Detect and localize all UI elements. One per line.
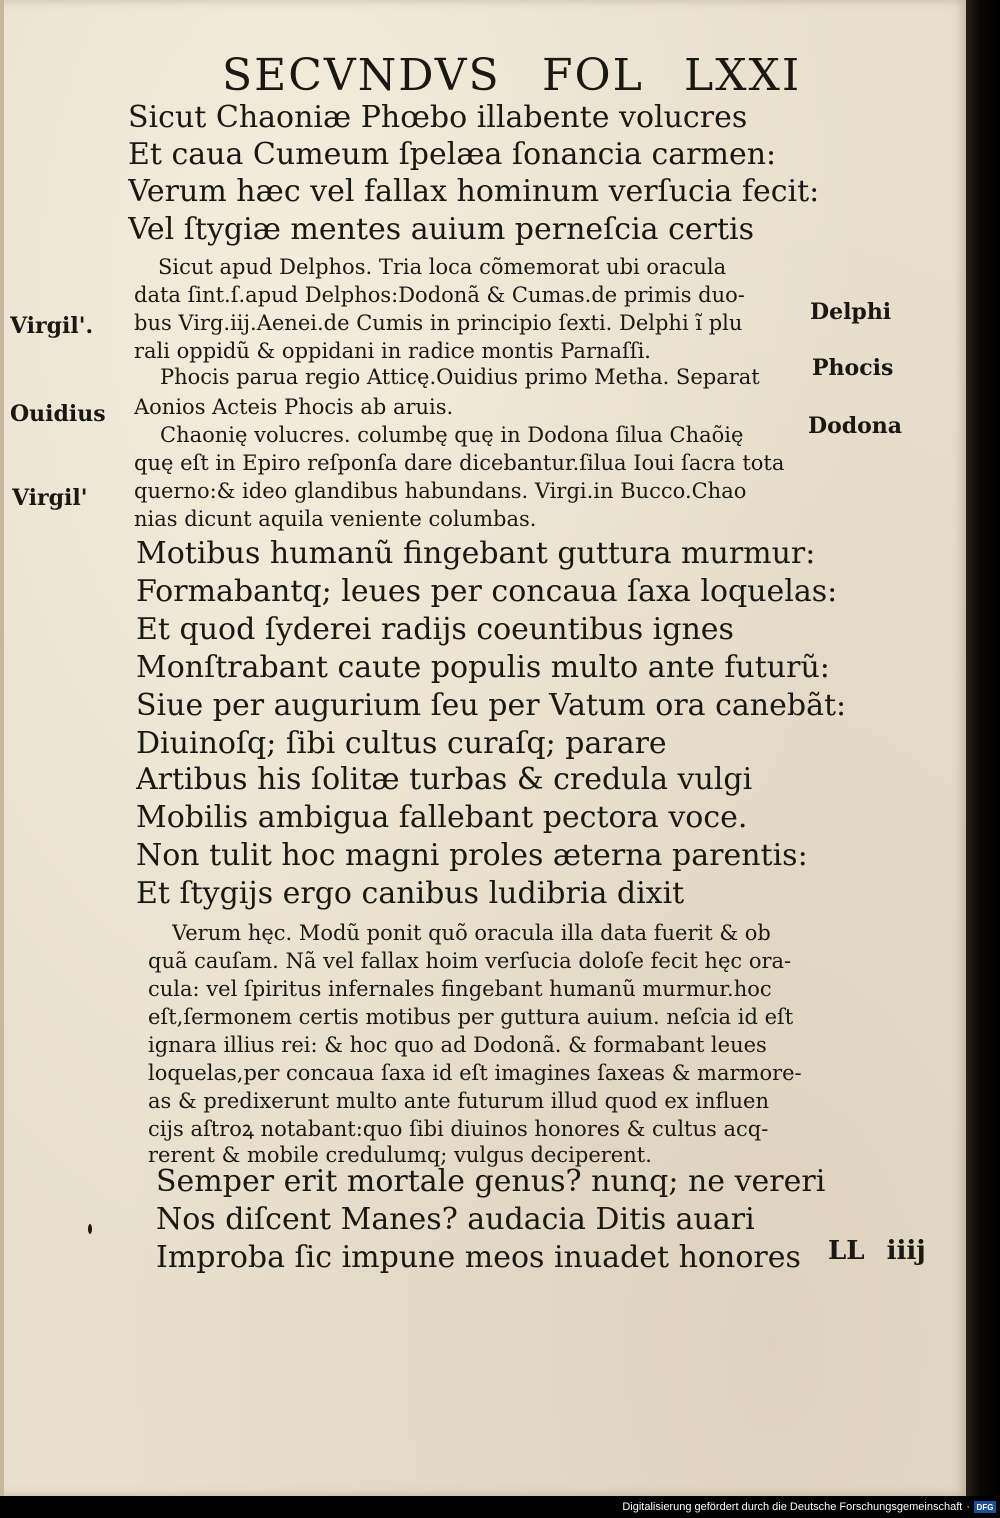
ink-speck (88, 1224, 92, 1234)
text-line: cijs aſtroꝝ notabant:quo ſibi diuinos honores & cultus acq- (148, 1117, 769, 1141)
text-line: loquelas,per concaua ſaxa id eſt imagines ſaxeas & marmore- (148, 1061, 802, 1085)
left-margin-note: Virgil' (12, 485, 88, 511)
text-line: querno:& ideo glandibus habundans. Virgi.in Bucco.Chao (134, 479, 747, 503)
text-line: Diuinoſq; ſibi cultus curaſq; parare (136, 726, 667, 761)
text-line: Motibus humanũ fingebant guttura murmur: (136, 536, 816, 571)
text-line: Verum hęc. Modũ ponit quõ oracula illa data fuerit & ob (172, 921, 771, 945)
footer-credit: Digitalisierung gefördert durch die Deutsche Forschungsgemeinschaft (622, 1501, 963, 1513)
text-line: Non tulit hoc magni proles æterna parentis: (136, 838, 808, 873)
text-line: Verum hæc vel fallax hominum verſucia fecit: (128, 174, 820, 209)
footer-separator: · (966, 1501, 970, 1513)
text-line: Nos diſcent Manes? audacia Ditis auari (156, 1202, 755, 1237)
dfg-logo: DFG (974, 1501, 996, 1513)
text-line: Formabantq; leues per concaua ſaxa loquelas: (136, 574, 838, 609)
text-line: Et caua Cumeum ſpelæa ſonancia carmen: (128, 137, 777, 172)
digitization-footer (622, 1498, 996, 1516)
text-line: Semper erit mortale genus? nunq; ne vereri (156, 1164, 826, 1199)
signature-leaf: iiij (886, 1236, 926, 1266)
running-head-center: FOL (542, 50, 644, 101)
text-line: Vel ſtygiæ mentes auium perneſcia certis (128, 212, 755, 247)
text-line: Monſtrabant caute populis multo ante futurũ: (136, 650, 830, 685)
left-margin-note: Virgil'. (10, 313, 94, 339)
right-margin-note: Phocis (812, 355, 894, 381)
text-line: Chaonię volucres. columbę quę in Dodona ſilua Chaõię (160, 423, 744, 447)
text-line: Et ſtygijs ergo canibus ludibria dixit (136, 876, 685, 911)
text-line: ignara illius rei: & hoc quo ad Dodonã. & formabant leues (148, 1033, 767, 1057)
running-head-right: LXXI (684, 50, 802, 101)
text-line: nias dicunt aquila veniente columbas. (134, 507, 537, 531)
running-head (222, 50, 822, 102)
text-line: Siue per augurium ſeu per Vatum ora canebãt: (136, 688, 847, 723)
text-line: quę eſt in Epiro reſponſa dare dicebantur.ſilua Ioui ſacra tota (134, 451, 785, 475)
text-line: as & predixerunt multo ante futurum illud quod ex influen (148, 1089, 769, 1113)
text-line: cula: vel ſpiritus infernales fingebant humanũ murmur.hoc (148, 977, 772, 1001)
text-line: bus Virg.iij.Aenei.de Cumis in principio ſexti. Delphi ĩ plu (134, 311, 743, 335)
text-line: Sicut Chaoniæ Phœbo illabente volucres (128, 100, 748, 135)
right-margin-note: Dodona (808, 413, 903, 439)
text-line: Aonios Acteis Phocis ab aruis. (134, 395, 454, 419)
signature-quire: LL (828, 1236, 865, 1266)
text-line: Sicut apud Delphos. Tria loca cõmemorat ubi oracula (158, 255, 727, 279)
text-line: Et quod ſyderei radijs coeuntibus ignes (136, 612, 734, 647)
text-line: Improba ſic impune meos inuadet honores (156, 1240, 801, 1275)
text-line: quã cauſam. Nã vel fallax hoim verſucia doloſe fecit hęc ora- (148, 949, 792, 973)
signature-mark (828, 1236, 948, 1266)
text-line: eſt,ſermonem certis motibus per guttura auium. neſcia id eſt (148, 1005, 794, 1029)
left-margin-note: Ouidius (10, 401, 106, 427)
binding-gutter (966, 0, 1000, 1496)
text-line: rerent & mobile credulumq; vulgus deciperent. (148, 1143, 652, 1167)
text-line: rali oppidũ & oppidani in radice montis Parnaſſi. (134, 339, 651, 363)
running-head-left: SECVNDVS (222, 50, 501, 101)
right-margin-note: Delphi (810, 299, 892, 325)
text-line: Artibus his ſolitæ turbas & credula vulgi (136, 762, 753, 797)
text-line: Mobilis ambigua fallebant pectora voce. (136, 800, 748, 835)
page-edge (0, 0, 4, 1496)
text-line: data ſint.ſ.apud Delphos:Dodonã & Cumas.de primis duo- (134, 283, 745, 307)
text-line: Phocis parua regio Atticę.Ouidius primo Metha. Separat (160, 365, 760, 389)
